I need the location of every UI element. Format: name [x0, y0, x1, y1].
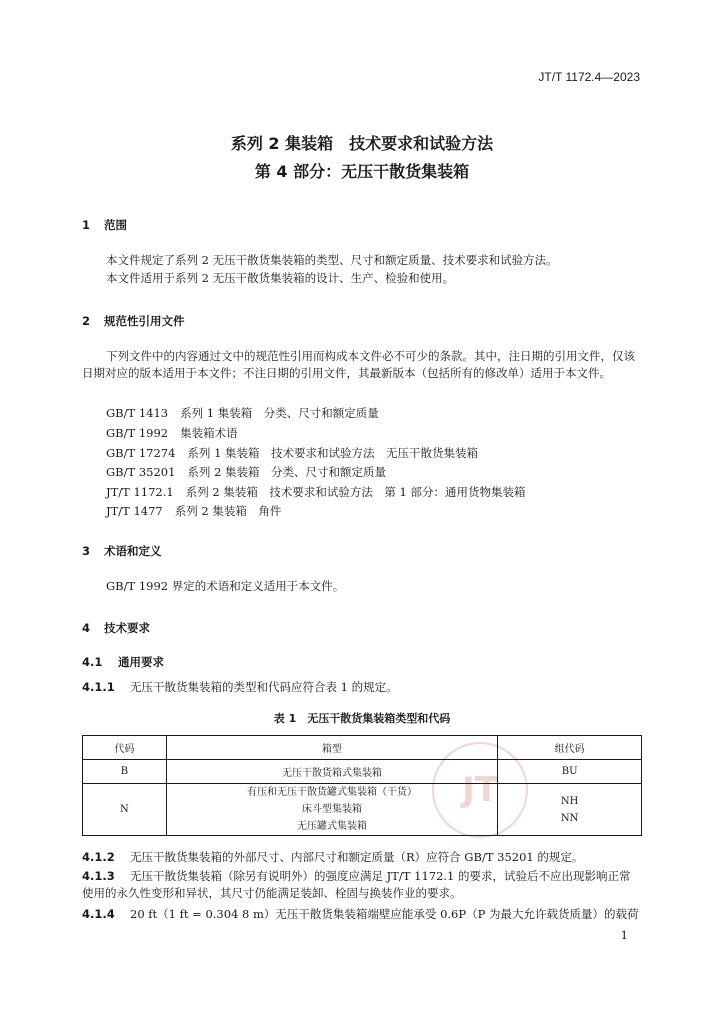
- section-number: 1: [82, 218, 91, 232]
- container-type-table: [82, 735, 642, 836]
- reference-title: 集装箱术语: [180, 426, 238, 440]
- table-row: [83, 784, 642, 836]
- scope-paragraph-1: 本文件规定了系列 2 无压干散货集装箱的类型、尺寸和额定质量、技术要求和试验方法。: [106, 253, 558, 267]
- reference-code: GB/T 1413: [106, 406, 169, 420]
- reference-title: 系列 2 集装箱 技术要求和试验方法 第 1 部分：通用货物集装箱: [185, 485, 526, 499]
- reference-code: GB/T 1992: [106, 426, 169, 440]
- reference-title: 系列 1 集装箱 分类、尺寸和额定质量: [180, 406, 379, 420]
- header-type: 箱型: [166, 736, 497, 760]
- clause-number: 4.1.2: [82, 850, 115, 864]
- standard-code: JT/T 1172.4—2023: [538, 70, 640, 84]
- reference-title: 系列 2 集装箱 分类、尺寸和额定质量: [187, 465, 387, 479]
- scope-paragraph-2: 本文件适用于系列 2 无压干散货集装箱的设计、生产、检验和使用。: [106, 271, 455, 285]
- reference-code: GB/T 35201: [106, 465, 176, 479]
- subsection-4-1-heading: [82, 654, 164, 670]
- header-group-code: 组代码: [498, 736, 642, 760]
- clause-number: 4.1.4: [82, 907, 115, 921]
- reference-item: [106, 445, 490, 461]
- clause-4-1-1: [82, 679, 642, 696]
- reference-code: JT/T 1477: [106, 504, 163, 518]
- cell-code: N: [83, 784, 167, 836]
- table-row: [83, 760, 642, 784]
- clause-text: 无压干散货集装箱的类型和代码应符合表 1 的规定。: [130, 680, 398, 694]
- subsection-title: 通用要求: [118, 655, 164, 669]
- reference-code: GB/T 17274: [106, 446, 176, 460]
- reference-item: [106, 405, 391, 421]
- header-code: 代码: [83, 736, 167, 760]
- cell-group-code: BU: [498, 760, 642, 784]
- clause-text: 20 ft（1 ft = 0.304 8 m）无压干散货集装箱端壁应能承受 0.6P（P 为最大允许载货质量）的载荷: [130, 907, 639, 921]
- jt-seal-watermark: JT: [432, 742, 528, 838]
- cell-group-code: [498, 784, 642, 836]
- clause-text: 无压干散货集装箱的外部尺寸、内部尺寸和额定质量（R）应符合 GB/T 35201 的规定。: [130, 850, 584, 864]
- clause-text: 无压干散货集装箱（除另有说明外）的强度应满足 JT/T 1172.1 的要求，试验后不应出现影响正常使用的永久性变形和异状，其尺寸仍能满足装卸、栓固与换装作业的要求。: [82, 869, 631, 900]
- page-number: 1: [620, 928, 628, 942]
- cell-code: B: [83, 760, 167, 784]
- section-3-heading: [82, 543, 162, 559]
- subsection-number: 4.1: [82, 655, 103, 669]
- document-title-line2: 第 4 部分：无压干散货集装箱: [254, 162, 470, 181]
- clause-4-1-4: [82, 906, 642, 923]
- type-line: 无压罐式集装箱: [297, 821, 368, 832]
- section-title: 术语和定义: [104, 544, 162, 558]
- reference-item: [106, 464, 398, 480]
- type-line: 有压和无压干散货罐式集装箱（干货）: [247, 787, 418, 798]
- section-number: 4: [82, 621, 91, 635]
- reference-code: JT/T 1172.1: [106, 485, 174, 499]
- section-title: 规范性引用文件: [104, 314, 185, 328]
- section-title: 技术要求: [104, 621, 150, 635]
- reference-title: 系列 1 集装箱 技术要求和试验方法 无压干散货集装箱: [187, 446, 479, 460]
- section-4-heading: [82, 620, 150, 636]
- section-2-heading: [82, 313, 185, 329]
- section-number: 2: [82, 314, 91, 328]
- clause-4-1-2: [82, 849, 642, 866]
- table-caption: 表 1 无压干散货集装箱类型和代码: [273, 712, 451, 725]
- cell-type: 无压干散货箱式集装箱: [166, 760, 497, 784]
- reference-title: 系列 2 集装箱 角件: [174, 504, 282, 518]
- reference-item: [106, 484, 538, 500]
- terms-paragraph: GB/T 1992 界定的术语和定义适用于本文件。: [106, 579, 345, 593]
- section-1-heading: [82, 217, 127, 233]
- section-number: 3: [82, 544, 91, 558]
- document-title-line1: 系列 2 集装箱 技术要求和试验方法: [230, 134, 494, 153]
- reference-item: [106, 503, 293, 519]
- clause-number: 4.1.1: [82, 680, 115, 694]
- reference-item: [106, 425, 250, 441]
- normative-references-intro: 下列文件中的内容通过文中的规范性引用而构成本文件必不可少的条款。其中，注日期的引用文件，仅该日期对应的版本适用于本文件；不注日期的引用文件，其最新版本（包括所有的修改单）适用于本文件。: [82, 349, 635, 380]
- cell-type: [166, 784, 497, 836]
- group-code-line: NN: [560, 812, 579, 824]
- section-title: 范围: [104, 218, 127, 232]
- clause-number: 4.1.3: [82, 869, 115, 883]
- group-code-line: NH: [560, 795, 579, 807]
- clause-4-1-3: [82, 868, 642, 902]
- type-line: 床斗型集装箱: [302, 804, 363, 815]
- table-header-row: [83, 736, 642, 760]
